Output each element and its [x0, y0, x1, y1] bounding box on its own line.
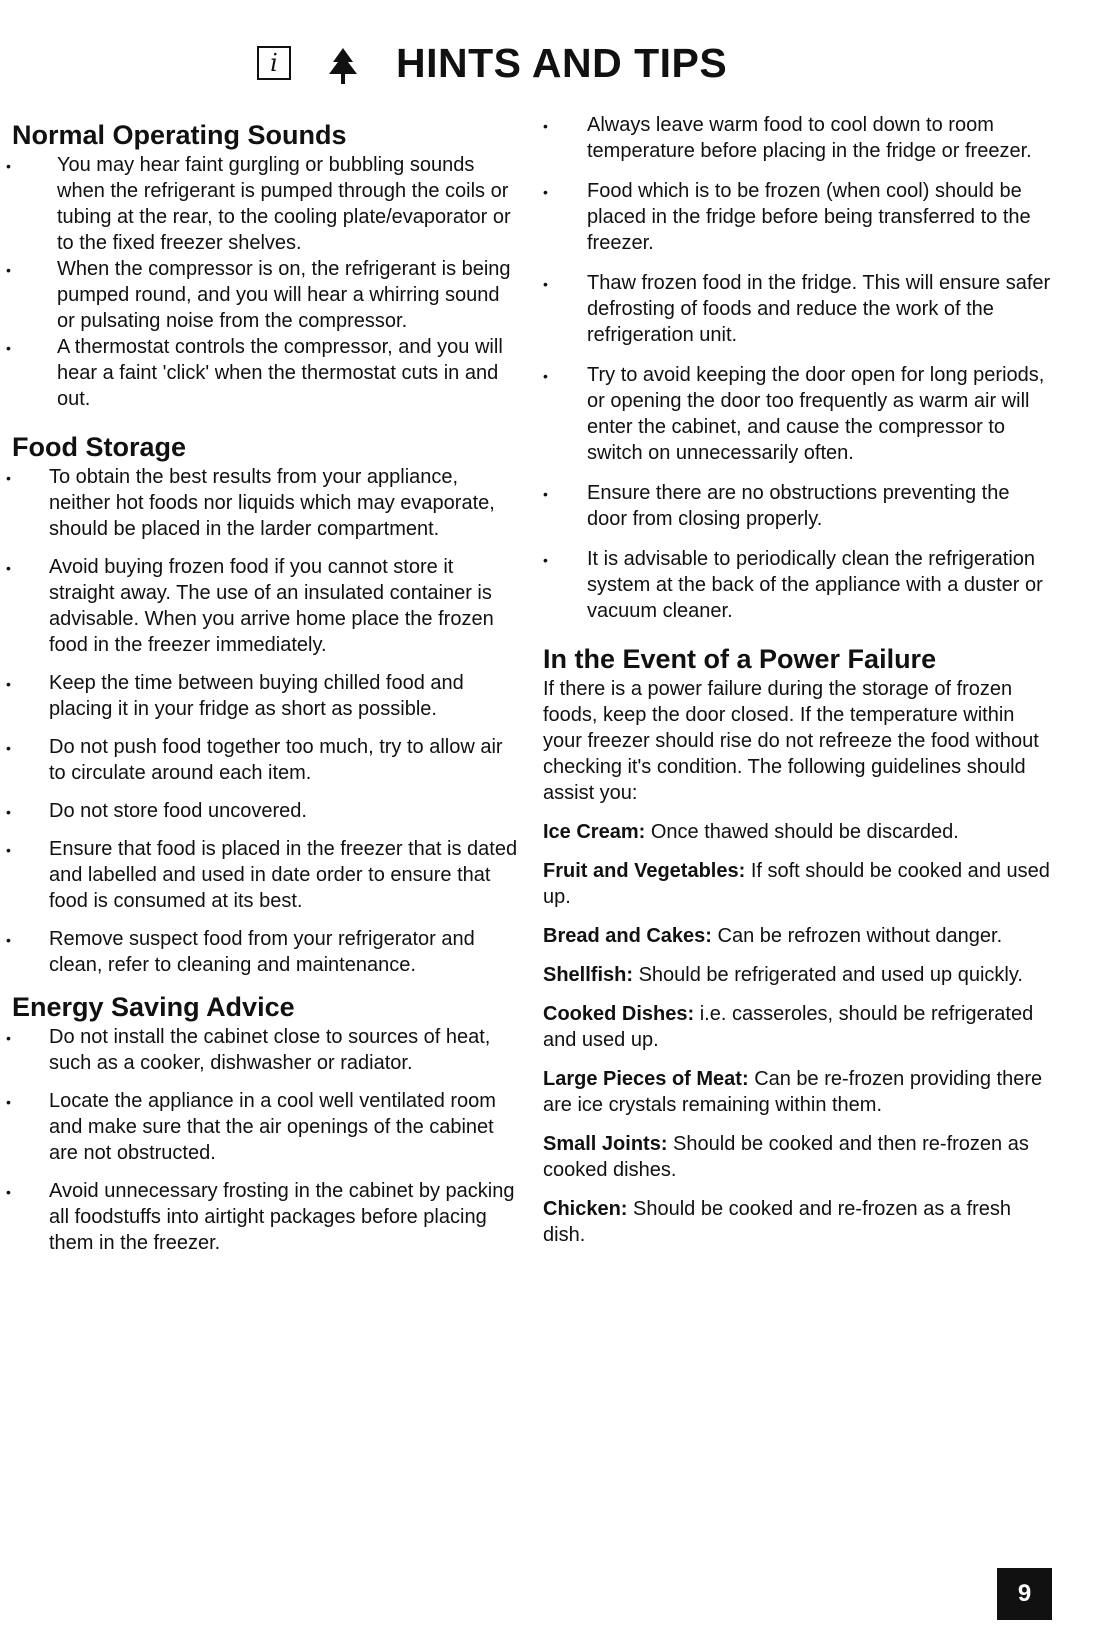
power-failure-intro: If there is a power failure during the storage of frozen foods, keep the door closed. If the temperature within your freezer should rise do not refreeze the food without checking it's condition. The following guidelines should assist you: [543, 678, 1039, 804]
guideline-cooked-dishes [543, 1001, 1053, 1053]
guideline-label: Ice Cream: [543, 821, 646, 843]
guideline-large-meat [543, 1066, 1053, 1118]
page-title: HINTS AND TIPS [396, 40, 728, 86]
list-item: • You may hear faint gurgling or bubbling sounds when the refrigerant is pumped through the coils or tubing at the rear, to the cooling plate/evaporator or to the fixed freezer shelves. [12, 152, 522, 256]
tree-icon [327, 48, 359, 84]
list-item: • It is advisable to periodically clean the refrigeration system at the back of the appliance with a duster or vacuum cleaner. [543, 546, 1053, 624]
food-storage-list [12, 464, 522, 978]
energy-saving-list [12, 1024, 522, 1256]
guideline-small-joints [543, 1131, 1053, 1183]
general-tips-list [543, 112, 1053, 624]
list-item: • Avoid buying frozen food if you cannot store it straight away. The use of an insulated container is advisable. When you arrive home place the frozen food in the freezer immediately. [12, 554, 522, 658]
guideline-fruit-vegetables [543, 858, 1053, 910]
section-title-normal-sounds: Normal Operating Sounds [12, 120, 347, 150]
guideline-label: Cooked Dishes: [543, 1003, 695, 1025]
guideline-chicken [543, 1196, 1053, 1248]
section-title-energy-saving: Energy Saving Advice [12, 992, 295, 1022]
list-item: • Remove suspect food from your refrigerator and clean, refer to cleaning and maintenance. [12, 926, 522, 978]
list-item: • Ensure there are no obstructions preventing the door from closing properly. [543, 480, 1053, 532]
list-item: • Do not store food uncovered. [12, 798, 522, 824]
guideline-text: Should be cooked and then re-frozen as cooked dishes. [543, 1133, 1029, 1181]
list-item: • Locate the appliance in a cool well ventilated room and make sure that the air openings of the cabinet are not obstructed. [12, 1088, 522, 1166]
list-item: • Thaw frozen food in the fridge. This will ensure safer defrosting of foods and reduce the work of the refrigeration unit. [543, 270, 1053, 348]
list-item: • Do not install the cabinet close to sources of heat, such as a cooker, dishwasher or radiator. [12, 1024, 522, 1076]
list-item: • Keep the time between buying chilled food and placing it in your fridge as short as possible. [12, 670, 522, 722]
list-item: • Ensure that food is placed in the freezer that is dated and labelled and used in date order to ensure that food is consumed at its best. [12, 836, 522, 914]
guideline-text: Should be cooked and re-frozen as a fresh dish. [543, 1198, 1012, 1246]
guideline-label: Shellfish: [543, 964, 634, 986]
guideline-text: Once thawed should be discarded. [650, 821, 959, 843]
info-icon: i [257, 46, 291, 80]
guideline-shellfish [543, 962, 1053, 988]
normal-sounds-list [12, 152, 522, 412]
left-column [12, 118, 522, 1268]
guideline-label: Fruit and Vegetables: [543, 860, 746, 882]
guideline-label: Large Pieces of Meat: [543, 1068, 749, 1090]
page-number: 9 [997, 1568, 1052, 1620]
list-item: • Try to avoid keeping the door open for long periods, or opening the door too frequently as warm air will enter the cabinet, and cause the compressor to switch on unnecessarily often. [543, 362, 1053, 466]
list-item: • Avoid unnecessary frosting in the cabinet by packing all foodstuffs into airtight packages before placing them in the freezer. [12, 1178, 522, 1256]
list-item: • Always leave warm food to cool down to room temperature before placing in the fridge or freezer. [543, 112, 1053, 164]
list-item: • Food which is to be frozen (when cool) should be placed in the fridge before being transferred to the freezer. [543, 178, 1053, 256]
guideline-label: Bread and Cakes: [543, 925, 712, 947]
right-column [543, 112, 1053, 1248]
section-title-food-storage: Food Storage [12, 432, 186, 462]
page-header [0, 40, 1103, 90]
guideline-text: i.e. casseroles, should be refrigerated and used up. [543, 1003, 1034, 1051]
list-item: • A thermostat controls the compressor, and you will hear a faint 'click' when the thermostat cuts in and out. [12, 334, 522, 412]
guideline-text: Should be refrigerated and used up quickly. [638, 964, 1023, 986]
guideline-bread-cakes [543, 923, 1053, 949]
guideline-text: Can be re-frozen providing there are ice crystals remaining within them. [543, 1068, 1043, 1116]
guideline-text: Can be refrozen without danger. [717, 925, 1003, 947]
list-item: • Do not push food together too much, try to allow air to circulate around each item. [12, 734, 522, 786]
section-title-power-failure: In the Event of a Power Failure [543, 644, 937, 674]
guideline-label: Chicken: [543, 1198, 628, 1220]
guideline-label: Small Joints: [543, 1133, 668, 1155]
list-item: • To obtain the best results from your appliance, neither hot foods nor liquids which may evaporate, should be placed in the larder compartment. [12, 464, 522, 542]
list-item: • When the compressor is on, the refrigerant is being pumped round, and you will hear a whirring sound or pulsating noise from the compressor. [12, 256, 522, 334]
guideline-text: If soft should be cooked and used up. [543, 860, 1050, 908]
guideline-ice-cream [543, 819, 1053, 845]
